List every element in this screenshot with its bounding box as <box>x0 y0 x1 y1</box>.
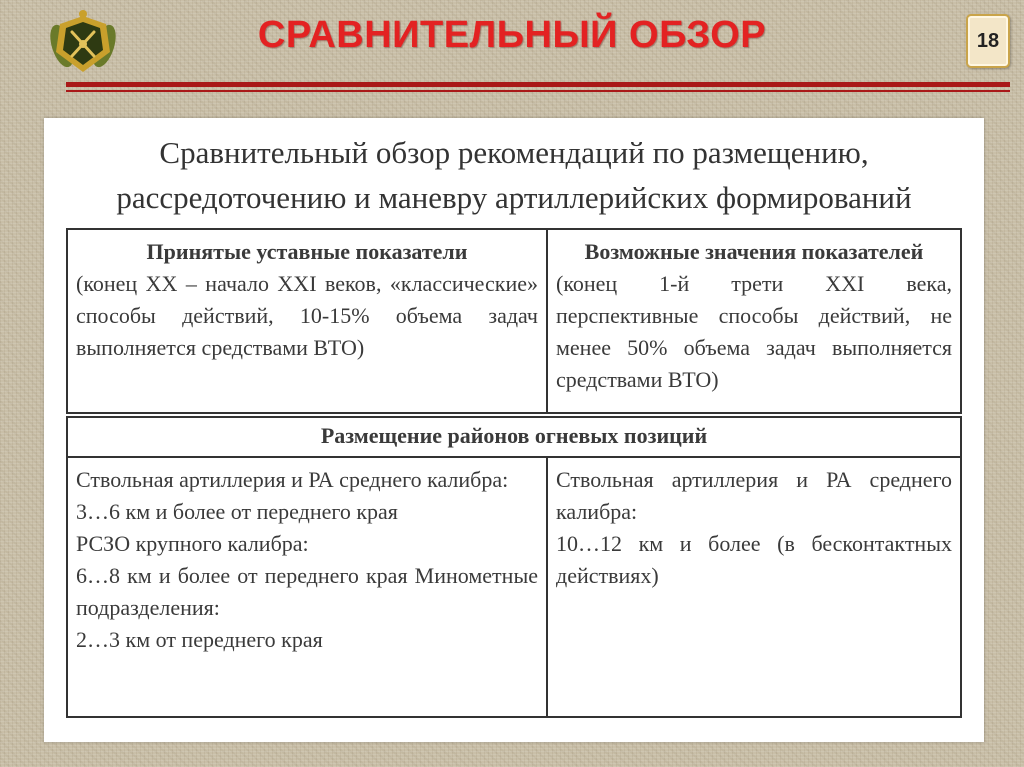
left-body-line: 6…8 км и более от переднего края Минометные подразделения: <box>76 563 538 620</box>
table-body-row <box>67 457 961 717</box>
header-left-title: Принятые уставные показатели <box>146 239 468 264</box>
document-panel <box>44 118 984 742</box>
slide-title: СРАВНИТЕЛЬНЫЙ ОБЗОР <box>257 14 767 56</box>
document-heading <box>44 130 984 220</box>
title-rule-thick <box>66 82 1010 87</box>
body-cell-left <box>67 457 547 717</box>
header-cell-right <box>547 229 961 415</box>
header-cell-left <box>67 229 547 415</box>
header-right-title: Возможные значения показателей <box>584 239 924 264</box>
header-right-text: (конец 1-й трети XXI века, перспективные способы действий, не менее 50% объема задач выполняется средствами ВТО) <box>556 271 952 392</box>
left-body-line: 2…3 км от переднего края <box>76 627 323 652</box>
right-body-line: 10…12 км и более (в бесконтактных действиях) <box>556 531 952 588</box>
header-left-text: (конец XX – начало XXI веков, «классические» способы действий, 10-15% объема задач выполняется средствами ВТО) <box>76 271 538 360</box>
left-body-line: Ствольная артиллерия и РА среднего калибра: <box>76 467 509 492</box>
title-rule-thin <box>66 90 1010 92</box>
table-header-row <box>67 229 961 415</box>
document-heading-line2: рассредоточению и маневру артиллерийских формирований <box>116 180 912 215</box>
page-number-badge: 18 <box>966 14 1010 68</box>
right-body-line: Ствольная артиллерия и РА среднего калибра: <box>556 467 952 524</box>
section-row <box>67 415 961 457</box>
left-body-line: 3…6 км и более от переднего края <box>76 499 398 524</box>
left-body-line: РСЗО крупного калибра: <box>76 531 309 556</box>
document-heading-line1: Сравнительный обзор рекомендаций по размещению, <box>159 135 869 170</box>
comparison-table <box>66 228 962 718</box>
body-cell-right <box>547 457 961 717</box>
section-title: Размещение районов огневых позиций <box>67 415 961 457</box>
